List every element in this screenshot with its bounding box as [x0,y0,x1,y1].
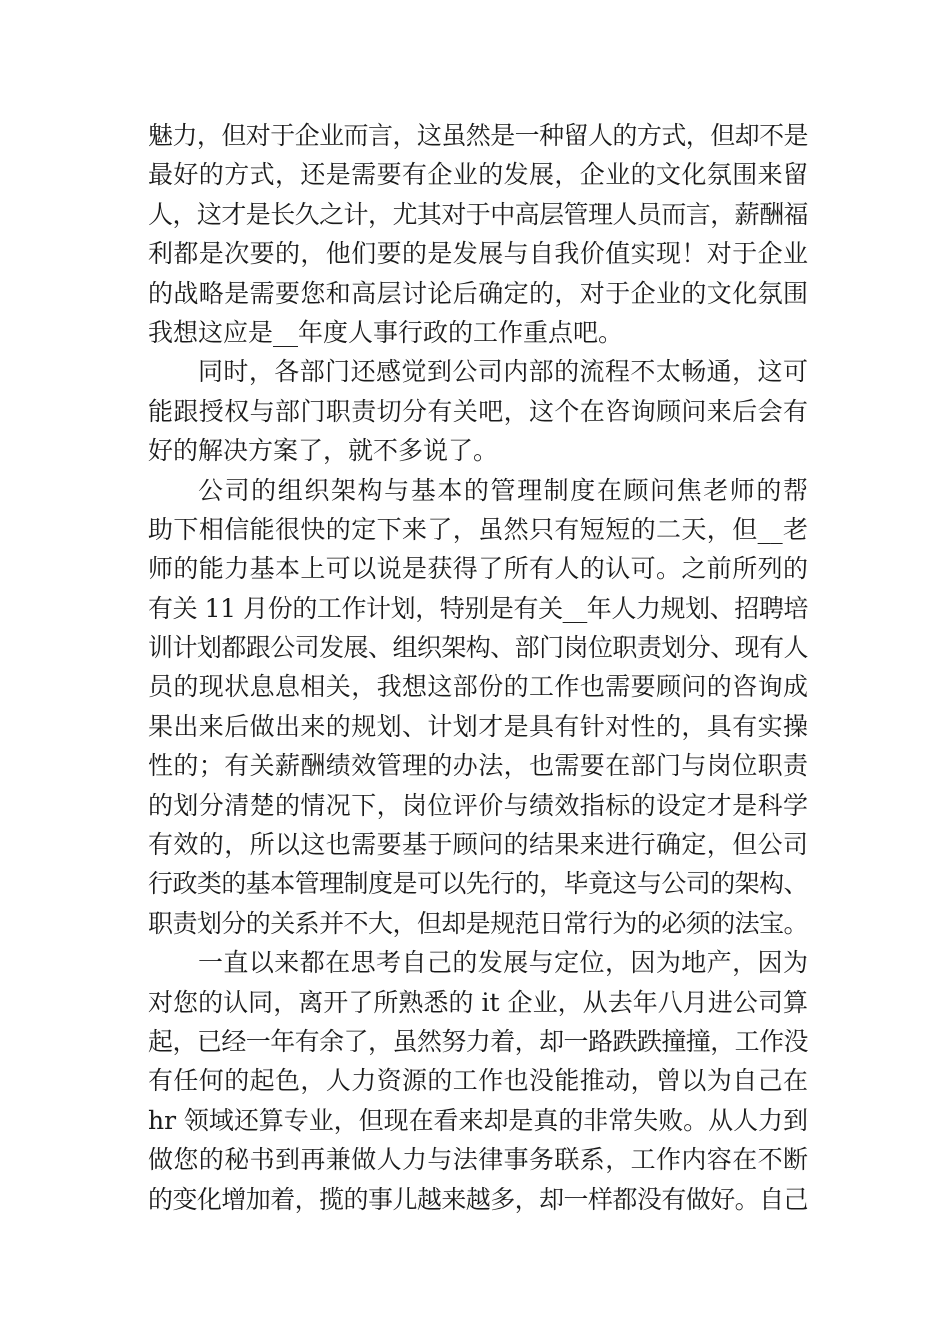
text-line: 利都是次要的，他们要的是发展与自我价值实现！对于企业 [148,239,808,269]
text-line: 有效的，所以这也需要基于顾问的结果来进行确定，但公司 [148,830,808,860]
text-line: 好的解决方案了，就不多说了。 [148,436,499,466]
text-line: 师的能力基本上可以说是获得了所有人的认可。之前所列的 [148,554,808,584]
text-line: 性的；有关薪酬绩效管理的办法，也需要在部门与岗位职责 [148,751,808,781]
text-line: 人，这才是长久之计，尤其对于中高层管理人员而言，薪酬福 [148,199,808,229]
text-line: 最好的方式，还是需要有企业的发展，企业的文化氛围来留 [148,160,808,190]
text-line: 同时，各部门还感觉到公司内部的流程不太畅通，这可 [198,357,808,387]
text-line: 行政类的基本管理制度是可以先行的，毕竟这与公司的架构、 [148,869,808,899]
text-line: 能跟授权与部门职责切分有关吧，这个在咨询顾问来后会有 [148,396,808,426]
text-line: 员的现状息息相关，我想这部份的工作也需要顾问的咨询成 [148,672,808,702]
text-line: 助下相信能很快的定下来了，虽然只有短短的二天，但__老 [148,514,808,544]
text-line: 的划分清楚的情况下，岗位评价与绩效指标的设定才是科学 [148,790,808,820]
text-line: 起，已经一年有余了，虽然努力着，却一路跌跌撞撞，工作没 [148,1026,808,1056]
document-body-text [148,116,808,1219]
text-line: 魅力，但对于企业而言，这虽然是一种留人的方式，但却不是 [148,121,808,150]
text-line: hr 领域还算专业，但现在看来却是真的非常失败。从人力到 [148,1105,808,1135]
text-line: 公司的组织架构与基本的管理制度在顾问焦老师的帮 [198,475,808,505]
text-line: 一直以来都在思考自己的发展与定位，因为地产，因为 [198,948,808,978]
text-line: 训计划都跟公司发展、组织架构、部门岗位职责划分、现有人 [148,633,808,663]
text-line: 果出来后做出来的规划、计划才是具有针对性的，具有实操 [148,711,808,741]
text-line: 有关 11 月份的工作计划，特别是有关__年人力规划、招聘培 [148,593,808,623]
text-line: 职责划分的关系并不大，但却是规范日常行为的必须的法宝。 [148,908,808,938]
text-line: 的战略是需要您和高层讨论后确定的，对于企业的文化氛围 [148,278,808,308]
text-line: 对您的认同，离开了所熟悉的 it 企业，从去年八月进公司算 [148,987,808,1017]
text-line: 我想这应是__年度人事行政的工作重点吧。 [148,317,624,347]
text-line: 有任何的起色，人力资源的工作也没能推动，曾以为自己在 [148,1066,808,1096]
text-line: 的变化增加着，揽的事儿越来越多，却一样都没有做好。自己 [148,1184,808,1214]
text-line: 做您的秘书到再兼做人力与法律事务联系，工作内容在不断 [148,1145,808,1175]
